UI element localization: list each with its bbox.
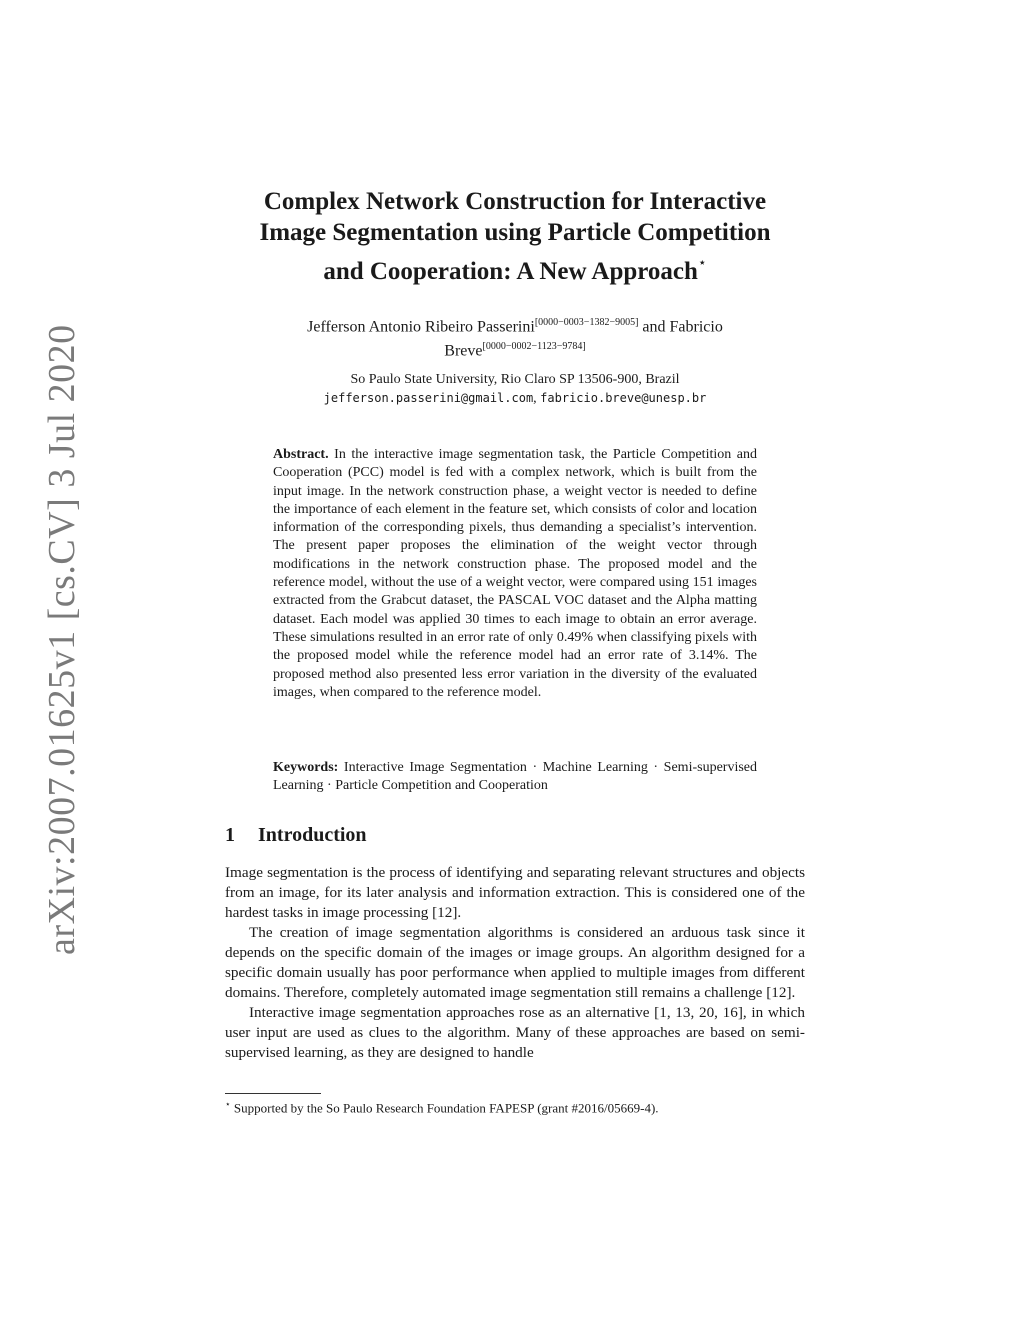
paragraph: Image segmentation is the process of identifying and separating relevant structures and objects from an image, for its later analysis and information extraction. This is considered one of the hardest tasks in image processing [12].: [225, 864, 805, 921]
keywords-text: Interactive Image Segmentation · Machine Learning · Semi-supervised Learning · Particle Competition and Cooperation: [273, 760, 758, 794]
author-joiner: and Fabricio: [638, 318, 723, 336]
author-email[interactable]: jefferson.passerini@gmail.com: [323, 391, 534, 405]
footnote-marker: ⋆: [225, 1099, 231, 1109]
author-name: Jefferson Antonio Ribeiro Passerini: [307, 318, 535, 336]
footnote-rule: [225, 1093, 321, 1094]
title-line: [215, 248, 815, 287]
keywords: [273, 759, 757, 796]
keywords-label: Keywords:: [273, 760, 339, 775]
affiliation-block: [215, 370, 815, 408]
footnote-text: Supported by the So Paulo Research Foundation FAPESP (grant #2016/05669-4).: [230, 1100, 659, 1116]
abstract-label: Abstract.: [273, 447, 329, 462]
title-line-text: and Cooperation: A New Approach: [323, 258, 698, 285]
email-separator: ,: [533, 391, 541, 406]
section-heading: [225, 824, 367, 847]
paper-title: [215, 186, 815, 287]
paragraph: The creation of image segmentation algorithms is considered an arduous task since it depends on the specific domain of the images or image groups. An algorithm designed for a specific domain usually has poor performance when applied to multiple images from different domains. Therefore, completely automated image segmentation still remains a challenge [12].: [225, 924, 805, 1001]
paragraph: Interactive image segmentation approaches rose as an alternative [1, 13, 20, 16], in which user input are used as clues to the algorithm. Many of these approaches are based on semi-supervised learning, as they are designed to handle: [225, 1004, 805, 1061]
section-title: Introduction: [258, 824, 367, 846]
title-line: Complex Network Construction for Interactive: [263, 188, 767, 215]
author-list: [215, 313, 815, 362]
section-number: 1: [225, 824, 235, 846]
abstract-text: In the interactive image segmentation task, the Particle Competition and Cooperation (PCC) model is fed with a complex network, which is built from the input image. In the network construction phase, a weight vector is needed to define the importance of each element in the feature set, which consists of color and location information of the corresponding pixels, thus demanding a specialist’s intervention. The present paper proposes the elimination of the weight vector through modifications in the network construction phase. The proposed model and the reference model, without the use of a weight vector, were compared using 151 images extracted from the Grabcut dataset, the PASCAL VOC dataset and the Alpha matting dataset. Each model was applied 30 times to each image to obtain an error average. These simulations resulted in an error rate of only 0.49% when classifying pixels with the proposed model while the reference model had an error rate of 3.14%. The proposed method also presented less error variation in the diversity of the evaluated images, when compared to the reference model.: [273, 447, 758, 700]
author-name: Breve: [444, 342, 483, 360]
author-email[interactable]: fabricio.breve@unesp.br: [540, 391, 707, 405]
title-line: Image Segmentation using Particle Competition: [259, 219, 771, 246]
author-orcid: [0000−0002−1123−9784]: [482, 341, 586, 353]
arxiv-identifier: arXiv:2007.01625v1 [cs.CV] 3 Jul 2020: [41, 324, 83, 955]
institution: So Paulo State University, Rio Claro SP 13506-900, Brazil: [350, 372, 680, 387]
title-footnote-marker: ⋆: [697, 256, 707, 271]
author-orcid: [0000−0003−1382−9005]: [534, 317, 639, 328]
abstract: [273, 446, 757, 702]
body-text: [225, 863, 805, 1063]
footnote: [225, 1096, 805, 1116]
email-line: [215, 389, 815, 408]
